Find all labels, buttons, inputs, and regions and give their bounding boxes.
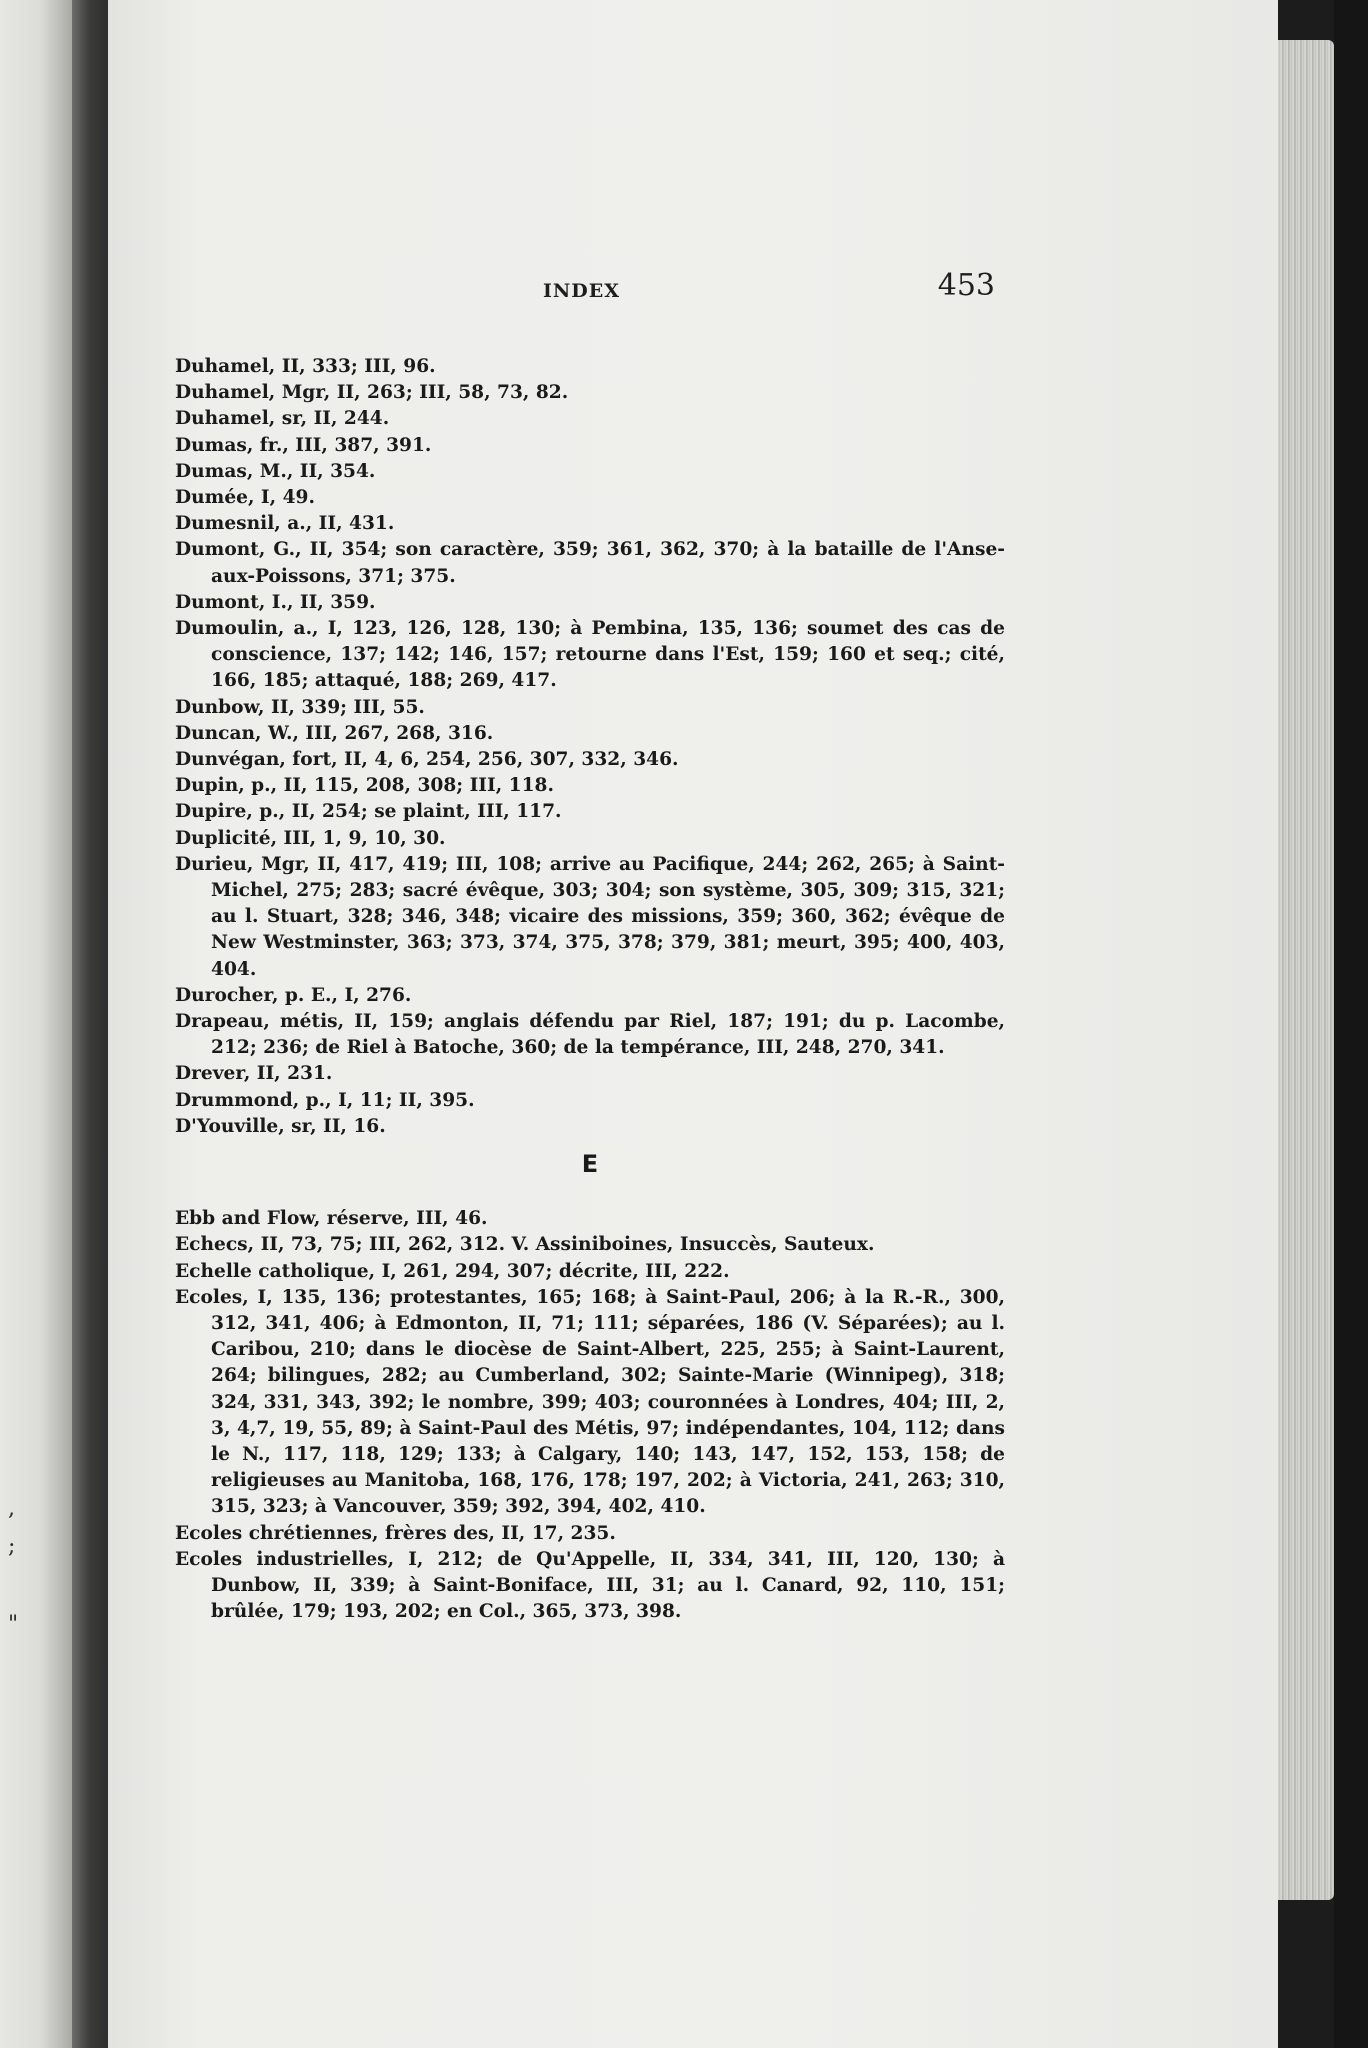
previous-page-mark: " <box>8 1612 19 1637</box>
index-entry: Dumont, I., II, 359. <box>175 591 376 613</box>
index-entry: D'Youville, sr, II, 16. <box>175 1115 386 1137</box>
index-entry: Drever, II, 231. <box>175 1063 333 1085</box>
index-entry: Duplicité, III, 1, 9, 10, 30. <box>175 827 446 849</box>
previous-page-mark: , <box>8 1496 15 1521</box>
book-gutter <box>72 0 108 2048</box>
index-entry: Drummond, p., I, 11; II, 395. <box>175 1089 475 1111</box>
index-entry: Dumée, I, 49. <box>175 487 315 509</box>
index-entry: Drapeau, métis, II, 159; anglais défendu par Riel, 187; 191; du p. Lacombe, 212; 236; de Riel à Batoche, 360; de la tempérance, III, 248, 270, 341. <box>175 1011 1005 1059</box>
index-entry: Ecoles industrielles, I, 212; de Qu'Appelle, II, 334, 341, III, 120, 130; à Dunbow, II, 339; à Saint-Boniface, III, 31; au l. Canard, 92, 110, 151; brûlée, 179; 193, 202; en Col., 365, 373, 398. <box>175 1548 1005 1623</box>
index-entry: Dumoulin, a., I, 123, 126, 128, 130; à Pembina, 135, 136; soumet des cas de conscience, 137; 142; 146, 157; retourne dans l'Est, 159; 160 et seq.; cité, 166, 185; attaqué, 188; 269, 417. <box>175 618 1005 692</box>
index-entry: Dumas, M., II, 354. <box>175 460 376 482</box>
index-entry: Echelle catholique, I, 261, 294, 307; décrite, III, 222. <box>175 1260 730 1282</box>
index-entry: Dupire, p., II, 254; se plaint, III, 117. <box>175 801 562 823</box>
previous-page-edge <box>0 0 72 2048</box>
index-entry: Duhamel, Mgr, II, 263; III, 58, 73, 82. <box>175 382 569 404</box>
index-entry: Dupin, p., II, 115, 208, 308; III, 118. <box>175 775 554 797</box>
page-stack-edge <box>1278 40 1334 1900</box>
previous-page-mark: ; <box>8 1534 16 1559</box>
index-entry: Echecs, II, 73, 75; III, 262, 312. V. Assiniboines, Insuccès, Sauteux. <box>175 1234 875 1256</box>
index-entry: Durieu, Mgr, II, 417, 419; III, 108; arrive au Pacifique, 244; 262, 265; à Saint-Michel, 275; 283; sacré évêque, 303; 304; son système, 305, 309; 315, 321; au l. Stuart, 328; 346, 348; vicaire des missions, 359; 360, 362; évêque de New Westminster, 363; 373, 374, 375, 378; 379, 381; meurt, 395; 400, 403, 404. <box>175 853 1005 980</box>
section-letter-heading: E <box>581 1150 599 1179</box>
index-entry: Duhamel, II, 333; III, 96. <box>175 356 436 377</box>
index-entry: Durocher, p. E., I, 276. <box>175 984 412 1006</box>
index-entry: Ecoles, I, 135, 136; protestantes, 165; 168; à Saint-Paul, 206; à la R.-R., 300, 312, 341, 406; à Edmonton, II, 71; 111; séparées, 186 (V. Séparées); au l. Caribou, 210; dans le diocèse de Saint-Albert, 225, 255; à Saint-Laurent, 264; bilingues, 282; au Cumberland, 302; Sainte-Marie (Winnipeg), 318; 324, 331, 343, 392; le nombre, 399; 403; couronnées à Londres, 404; III, 2, 3, 4,7, 19, 55, 89; à Saint-Paul des Métis, 97; indépendantes, 104, 112; dans le N., 117, 118, 129; 133; à Calgary, 140; 143, 147, 152, 153, 158; de religieuses au Manitoba, 168, 176, 178; 197, 202; à Victoria, 241, 263; 310, 315, 323; à Vancouver, 359; 392, 394, 402, 410. <box>175 1286 1005 1518</box>
index-entry: Duhamel, sr, II, 244. <box>175 408 390 430</box>
right-scan-border <box>1334 0 1368 2048</box>
previous-page-marks <box>8 1490 18 1644</box>
page-header <box>175 268 995 308</box>
index-entry: Dumas, fr., III, 387, 391. <box>175 434 432 456</box>
index-entry: Ebb and Flow, réserve, III, 46. <box>175 1208 488 1230</box>
index-entry: Ecoles chrétiennes, frères des, II, 17, 235. <box>175 1522 616 1544</box>
index-entry: Dunbow, II, 339; III, 55. <box>175 696 425 718</box>
index-entry: Dunvégan, fort, II, 4, 6, 254, 256, 307, 332, 346. <box>175 749 679 771</box>
index-entry: Dumont, G., II, 354; son caractère, 359; 361, 362, 370; à la bataille de l'Anse-aux-Poissons, 371; 375. <box>175 539 1005 587</box>
page-number: 453 <box>937 268 995 303</box>
index-entry: Duncan, W., III, 267, 268, 316. <box>175 722 494 744</box>
index-entry: Dumesnil, a., II, 431. <box>175 513 395 535</box>
index-entries <box>175 354 1005 1625</box>
running-head: INDEX <box>543 280 620 302</box>
